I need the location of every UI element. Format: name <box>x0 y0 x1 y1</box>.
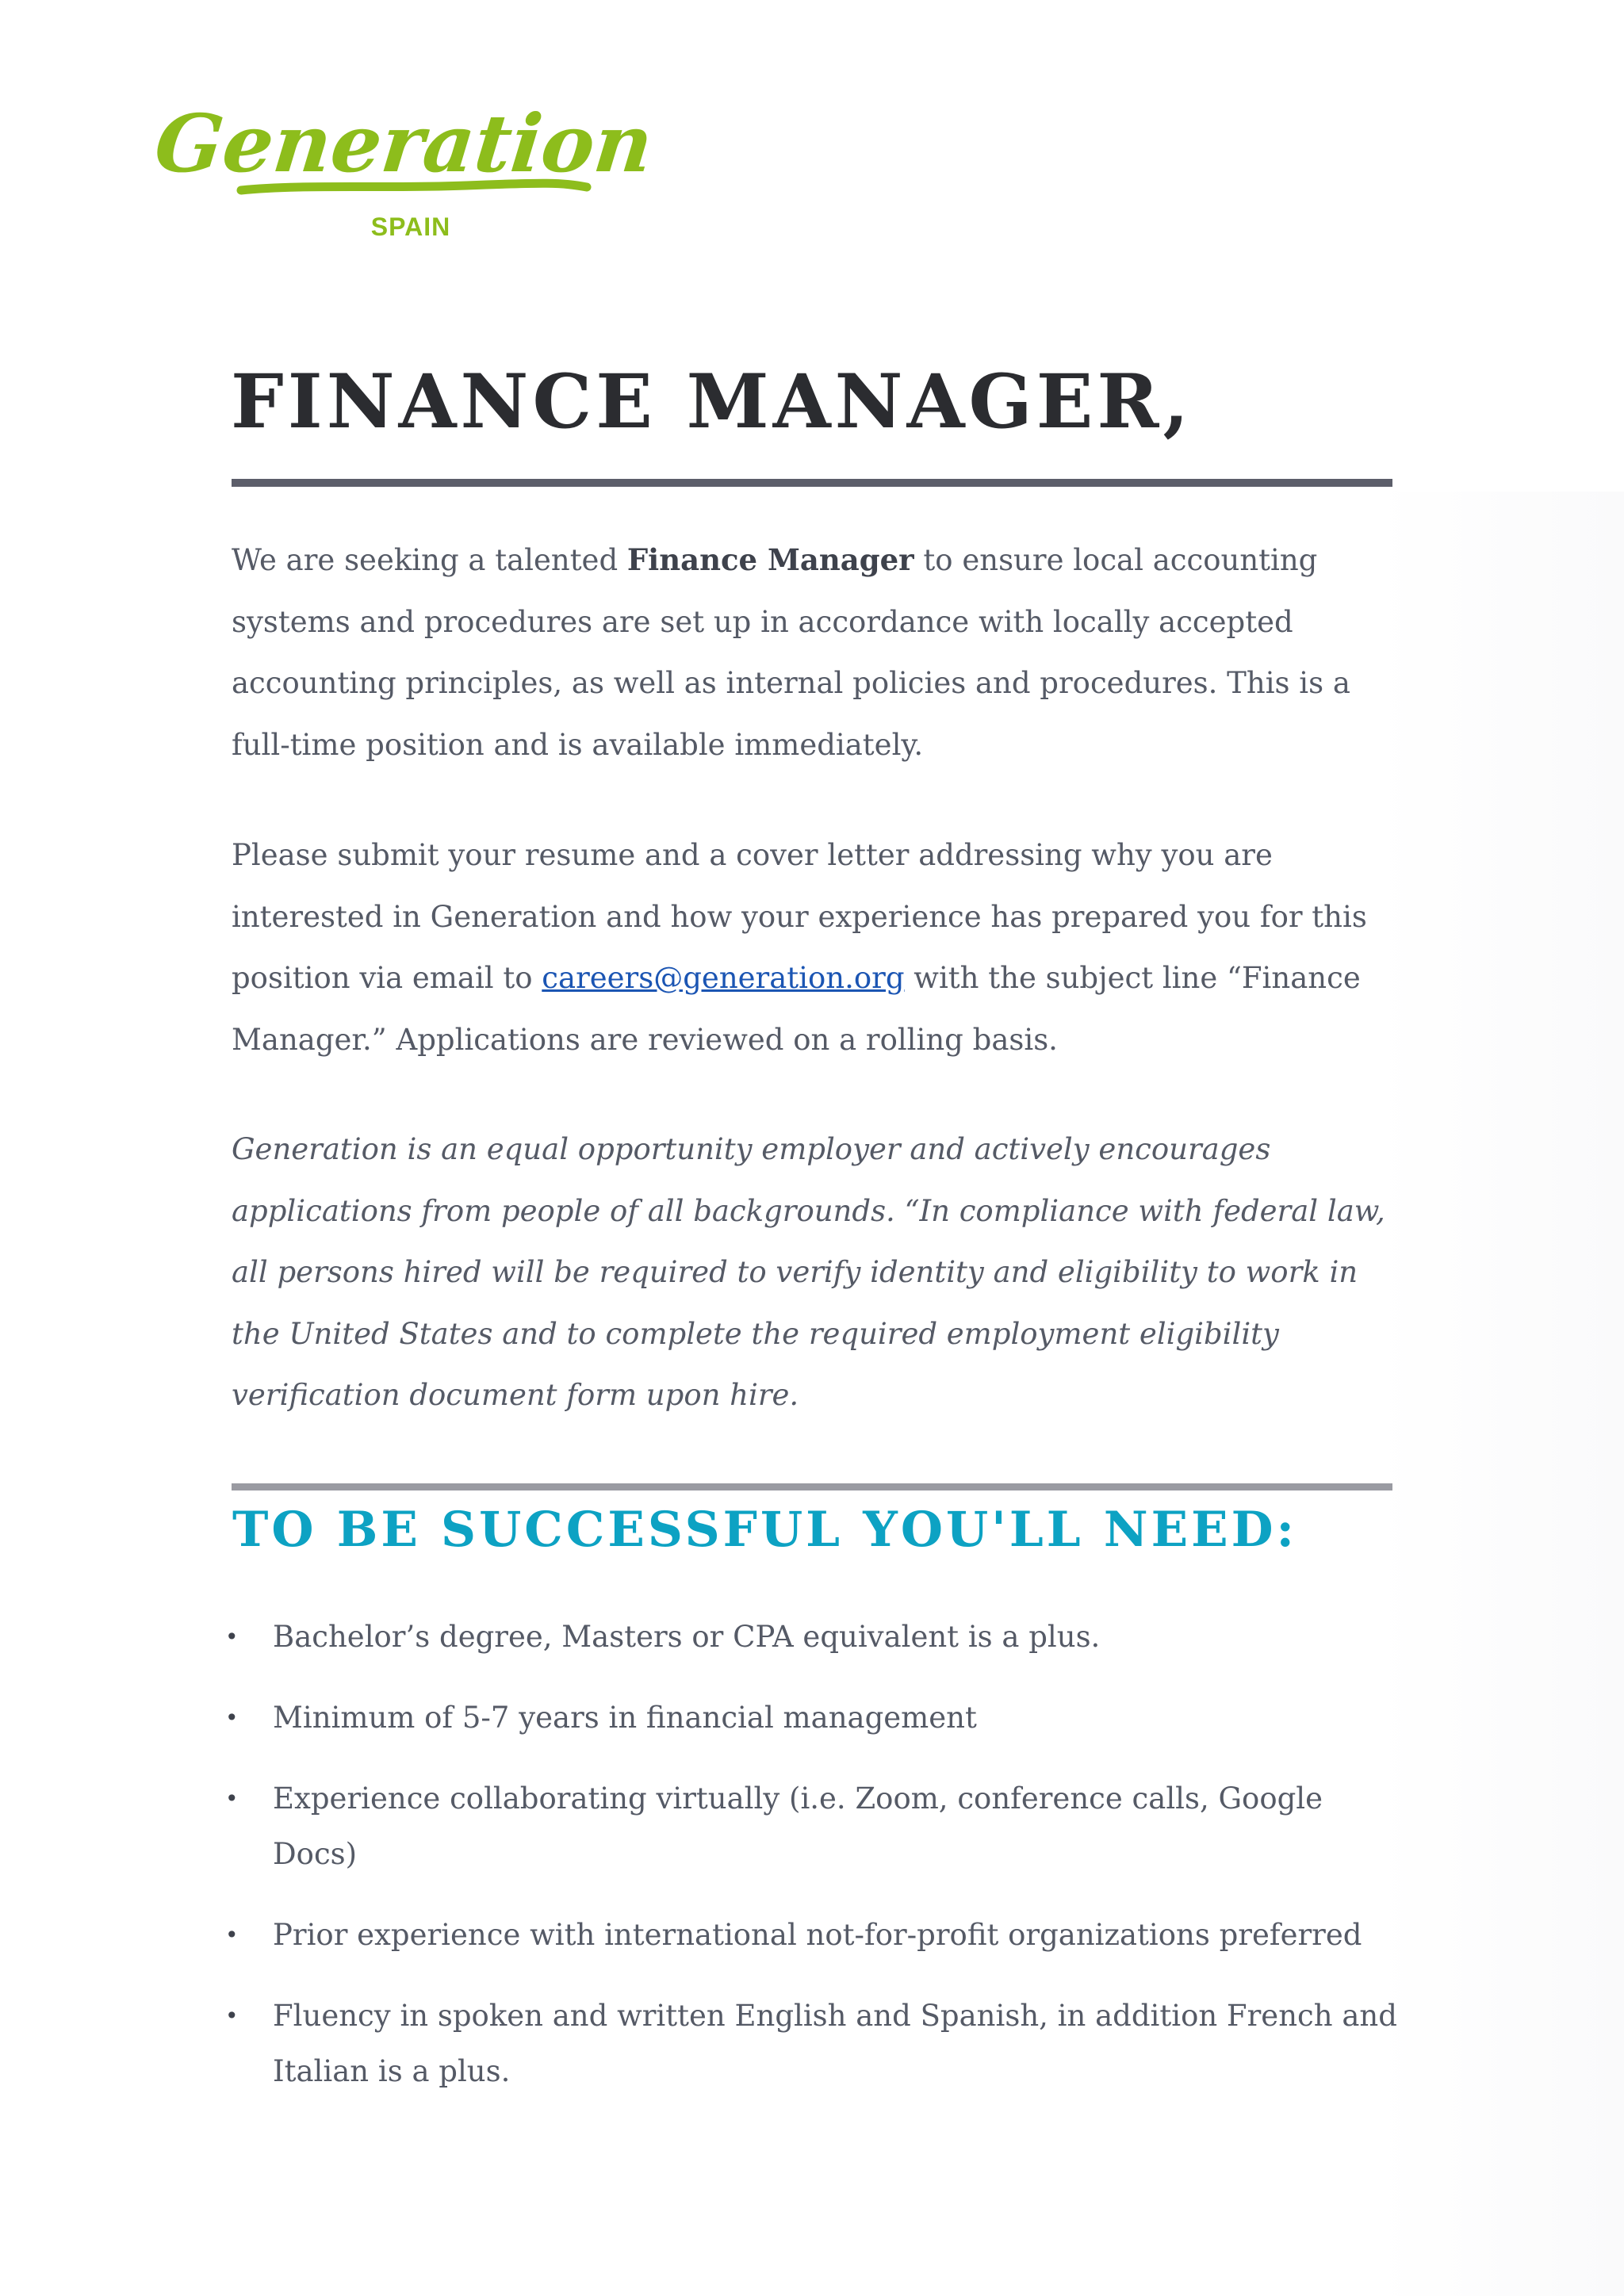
section-divider <box>232 1483 1392 1490</box>
intro-prefix: We are seeking a talented <box>232 543 627 577</box>
list-item <box>225 1690 1397 1746</box>
bullet-icon: • <box>225 2003 239 2029</box>
list-item-text: Minimum of 5-7 years in financial management <box>273 1701 977 1735</box>
bullet-icon: • <box>225 1624 239 1650</box>
bullet-icon: • <box>225 1785 239 1812</box>
list-item <box>225 1771 1397 1882</box>
generation-logo <box>151 94 657 252</box>
intro-role: Finance Manager <box>626 542 914 577</box>
page-margin-shade <box>1377 492 1624 2296</box>
page-title: FINANCE MANAGER, <box>231 358 1193 446</box>
list-item-text: Fluency in spoken and written English and Spanish, in addition French and Italian is a plus. <box>273 1999 1397 2088</box>
apply-suffix: with the subject line “Finance Manager.” Applications are reviewed on a rolling basis. <box>232 961 1361 1057</box>
intro-suffix: to ensure local accounting systems and procedures are set up in accordance with locally accepted accounting principles, as well as internal policies and procedures. This is a full-time position and is available immediately. <box>232 543 1350 762</box>
apply-prefix: Please submit your resume and a cover letter addressing why you are interested in Generation and how your experience has prepared you for this position via email to <box>232 838 1367 995</box>
requirements-list <box>225 1609 1397 2099</box>
bullet-icon: • <box>225 1922 239 1948</box>
intro-paragraph <box>232 530 1392 775</box>
list-item-text: Prior experience with international not-for-profit organizations preferred <box>273 1918 1362 1952</box>
logo-subtitle: SPAIN <box>370 212 451 241</box>
careers-email-link[interactable]: careers@generation.org <box>542 961 905 995</box>
title-divider <box>232 479 1392 487</box>
list-item-text: Bachelor’s degree, Masters or CPA equivalent is a plus. <box>273 1620 1101 1654</box>
apply-paragraph <box>232 825 1392 1070</box>
list-item <box>225 1609 1397 1665</box>
equal-opportunity-paragraph: Generation is an equal opportunity employer and actively encourages applications from people of all backgrounds. “In compliance with federal law, all persons hired will be required to verify identity and eligibility to work in the United States and to complete the required employment eligibility verification document form upon hire. <box>232 1132 1385 1412</box>
list-item-text: Experience collaborating virtually (i.e. Zoom, conference calls, Google Docs) <box>273 1781 1323 1871</box>
bullet-icon: • <box>225 1705 239 1731</box>
list-item <box>225 1988 1397 2099</box>
list-item <box>225 1908 1397 1963</box>
svg-text:Generation: Generation <box>151 97 657 190</box>
requirements-heading: TO BE SUCCESSFUL YOU'LL NEED: <box>232 1502 1298 1558</box>
